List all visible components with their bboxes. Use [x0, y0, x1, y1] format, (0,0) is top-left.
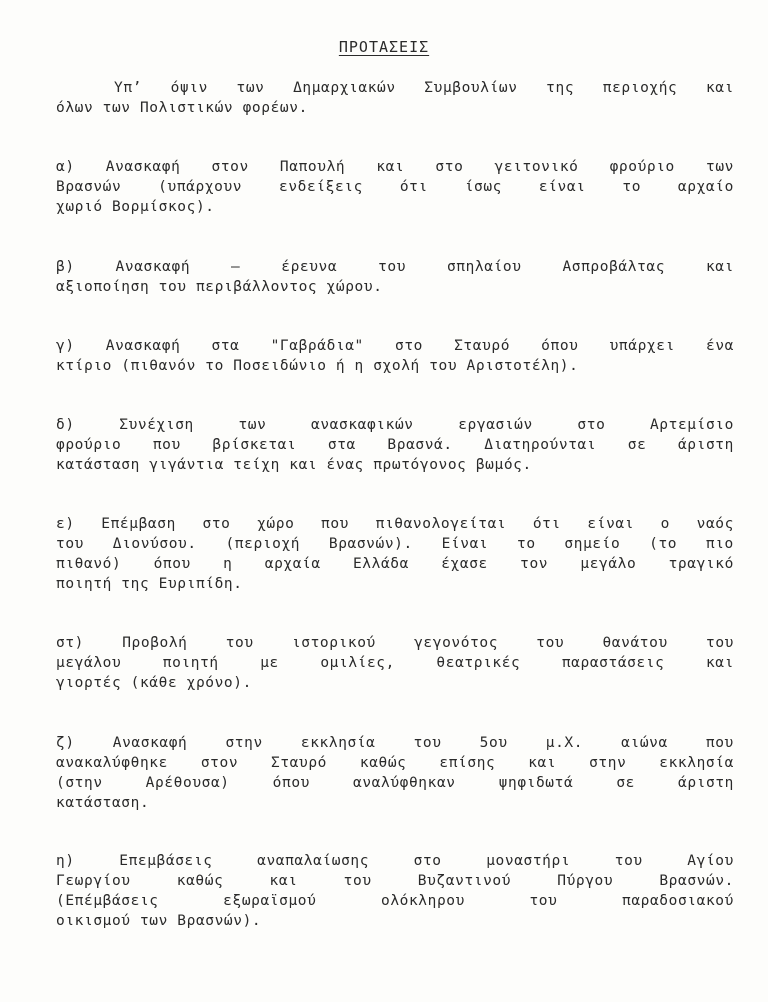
word: (στην	[56, 775, 103, 791]
word: που	[152, 437, 181, 453]
word: ανασκαφικών	[311, 417, 414, 433]
word: εκκλησία	[659, 755, 734, 771]
proposal-item-i	[56, 851, 734, 931]
proposal-line	[56, 534, 734, 554]
proposal-item-c	[56, 336, 734, 376]
word: Ελλάδα	[352, 556, 409, 572]
word: επίσης	[439, 755, 496, 771]
word: Ανασκαφή	[115, 259, 191, 275]
proposal-line	[56, 177, 734, 197]
proposal-line: κτίριο (πιθανόν το Ποσειδώνιο ή η σχολή του Αριστοτέλη).	[56, 358, 579, 374]
word: Γεωργίου	[56, 873, 131, 889]
word: στα	[211, 338, 240, 354]
word: στο	[413, 853, 442, 869]
word: α)	[56, 159, 75, 175]
word: ποιητή	[162, 655, 219, 671]
word: –	[231, 259, 241, 275]
word: Διονύσου.	[112, 536, 197, 552]
word: ε)	[56, 516, 75, 532]
word: (περιοχή	[225, 536, 301, 552]
word: Βρασνών).	[328, 536, 413, 552]
word: Συμβουλίων	[424, 80, 518, 96]
word: σημείο	[564, 536, 621, 552]
word: του	[536, 635, 565, 651]
word: του	[378, 259, 407, 275]
proposal-line	[56, 633, 734, 653]
word: ψηφιδωτά	[498, 775, 574, 791]
word: σπηλαίου	[446, 259, 522, 275]
word: θανάτου	[602, 635, 668, 651]
word: γ)	[56, 338, 75, 354]
word: του	[225, 635, 254, 651]
word: θεατρικές	[436, 655, 521, 671]
word: ιστορικού	[291, 635, 376, 651]
proposal-line: κατάσταση.	[56, 795, 150, 811]
word: που	[321, 516, 350, 532]
word: Διατηρούνται	[484, 437, 597, 453]
word: άριστη	[677, 437, 734, 453]
word: παραστάσεις	[561, 655, 665, 671]
word: "Γαβράδια"	[270, 338, 364, 354]
word: ζ)	[56, 735, 75, 751]
word: έρευνα	[281, 259, 338, 275]
word: τραγικό	[668, 556, 734, 572]
word: με	[260, 655, 279, 671]
document-title: ΠΡΟΤΑΣΕΙΣ	[338, 38, 430, 56]
word: Αρέθουσα)	[145, 775, 230, 791]
word: στο	[435, 159, 464, 175]
word: ανακαλύφθηκε	[56, 755, 168, 771]
word: καθώς	[176, 873, 224, 889]
word: φρούριο	[56, 437, 122, 453]
proposal-item-z	[56, 733, 734, 813]
word: η	[223, 556, 233, 572]
proposal-line	[56, 554, 734, 574]
word: σε	[616, 775, 635, 791]
word: Σταυρό	[271, 755, 327, 771]
word: στην	[589, 755, 627, 771]
word: είναι	[538, 179, 586, 195]
word: εργασιών	[458, 417, 533, 433]
word: Σταυρό	[454, 338, 511, 354]
word: Ανασκαφή	[105, 159, 181, 175]
word: Δημαρχιακών	[293, 80, 396, 96]
word: μεγάλου	[56, 655, 122, 671]
word: του	[705, 635, 734, 651]
proposal-line	[56, 851, 734, 871]
proposal-item-a	[56, 157, 734, 217]
proposal-line: οικισμού των Βρασνών).	[56, 913, 262, 929]
word: δ)	[56, 417, 75, 433]
word: στον	[211, 159, 249, 175]
word: και	[705, 655, 734, 671]
word: και	[705, 80, 734, 96]
word: Ανασκαφή	[112, 735, 188, 751]
proposal-line	[56, 157, 734, 177]
word: παραδοσιακού	[621, 893, 734, 909]
proposal-line: ποιητή της Ευριπίδη.	[56, 576, 243, 592]
proposal-item-b	[56, 257, 734, 297]
word: του	[343, 873, 372, 889]
word: ότι	[399, 179, 428, 195]
word: άριστη	[678, 775, 734, 791]
word: Είναι	[441, 536, 489, 552]
proposal-line	[56, 435, 734, 455]
proposal-line	[56, 753, 734, 773]
proposal-line: αξιοποίηση του περιβάλλοντος χώρου.	[56, 279, 383, 295]
word: και	[269, 873, 298, 889]
word: που	[705, 735, 734, 751]
word: των	[236, 80, 265, 96]
word: αιώνα	[621, 735, 668, 751]
word: Πύργου	[557, 873, 614, 889]
word: στο	[395, 338, 423, 354]
word: της	[546, 80, 575, 96]
proposal-line	[56, 514, 734, 534]
proposal-line	[56, 891, 734, 911]
proposal-line: κατάσταση γιγάντια τείχη και ένας πρωτόγονος βωμός.	[56, 457, 532, 473]
proposal-line	[56, 257, 734, 277]
word: του	[56, 536, 84, 552]
word: πιθανό)	[56, 556, 122, 572]
proposal-line: χωριό Βορμίσκος).	[56, 199, 215, 215]
word: (το	[649, 536, 678, 552]
word: περιοχής	[602, 80, 678, 96]
word: ομιλίες,	[320, 655, 395, 671]
word: εξωραϊσμού	[223, 893, 317, 909]
word: αρχαίο	[677, 179, 734, 195]
word: είναι	[587, 516, 635, 532]
word: Αρτεμίσιο	[649, 417, 734, 433]
proposal-line	[56, 871, 734, 891]
word: πιθανολογείται	[375, 516, 507, 532]
intro-line	[56, 78, 734, 98]
word: στο	[202, 516, 231, 532]
word: μοναστήρι	[486, 853, 571, 869]
word: (Επέμβάσεις	[56, 893, 159, 909]
word: Συνέχιση	[119, 417, 194, 433]
proposal-line	[56, 733, 734, 753]
word: εκκλησία	[300, 735, 376, 751]
word: Επέμβαση	[101, 516, 176, 532]
word: Επεμβάσεις	[119, 853, 213, 869]
word: τον	[520, 556, 549, 572]
word: στην	[225, 735, 263, 751]
word: φρούριο	[609, 159, 675, 175]
proposal-item-st	[56, 633, 734, 693]
word: Υπ’	[114, 80, 142, 96]
word: των	[705, 159, 734, 175]
word: το	[516, 536, 536, 552]
word: αναλύφθηκαν	[353, 775, 456, 791]
intro-line: όλων των Πολιστικών φορέων.	[56, 100, 308, 116]
word: Παπουλή	[279, 159, 346, 175]
word: καθώς	[359, 755, 407, 771]
word: πιο	[705, 536, 734, 552]
proposal-line	[56, 653, 734, 673]
word: αρχαία	[264, 556, 321, 572]
word: ο	[660, 516, 671, 532]
word: βρίσκεται	[212, 437, 297, 453]
word: Βρασνών	[56, 179, 122, 195]
word: β)	[56, 259, 75, 275]
word: ναός	[696, 516, 734, 532]
word: μεγάλο	[580, 556, 637, 572]
word: και	[528, 755, 557, 771]
word: έχασε	[441, 556, 488, 572]
word: μ.Χ.	[545, 735, 584, 751]
word: ένα	[706, 338, 734, 354]
word: η)	[56, 853, 75, 869]
word: Βρασνά.	[387, 437, 453, 453]
word: Ανασκαφή	[105, 338, 181, 354]
word: ότι	[532, 516, 561, 532]
intro-paragraph	[56, 78, 734, 118]
word: και	[705, 259, 734, 275]
word: γεγονότος	[414, 635, 499, 651]
proposal-line	[56, 415, 734, 435]
word: Ασπροβάλτας	[562, 259, 666, 275]
word: του	[614, 853, 643, 869]
word: των	[238, 417, 267, 433]
proposal-line: γιορτές (κάθε χρόνο).	[56, 675, 252, 691]
word: στα	[327, 437, 356, 453]
word: όπου	[153, 556, 191, 572]
word: το	[622, 179, 642, 195]
word: γειτονικό	[494, 159, 579, 175]
proposal-line	[56, 773, 734, 793]
word: Βυζαντινού	[417, 873, 512, 889]
word: Αγίου	[687, 853, 734, 869]
word: (υπάρχουν	[158, 179, 243, 195]
word: στον	[200, 755, 239, 771]
word: στο	[577, 417, 606, 433]
word: σε	[627, 437, 647, 453]
word: και	[376, 159, 405, 175]
proposal-item-e	[56, 514, 734, 594]
word: Βρασνών.	[659, 873, 734, 889]
word: Προβολή	[122, 635, 188, 651]
word: υπάρχει	[609, 338, 675, 354]
proposal-line	[56, 336, 734, 356]
word: του	[529, 893, 558, 909]
word: στ)	[56, 635, 84, 651]
word: ολόκληρου	[380, 893, 465, 909]
word: 5ου	[479, 735, 508, 751]
word: όπου	[272, 775, 310, 791]
proposal-item-d	[56, 415, 734, 475]
word: χώρο	[257, 516, 295, 532]
word: όψιν	[170, 80, 208, 96]
word: ίσως	[464, 179, 503, 195]
word: όπου	[541, 338, 579, 354]
word: ενδείξεις	[279, 179, 363, 195]
word: του	[413, 735, 442, 751]
word: αναπαλαίωσης	[257, 853, 370, 869]
